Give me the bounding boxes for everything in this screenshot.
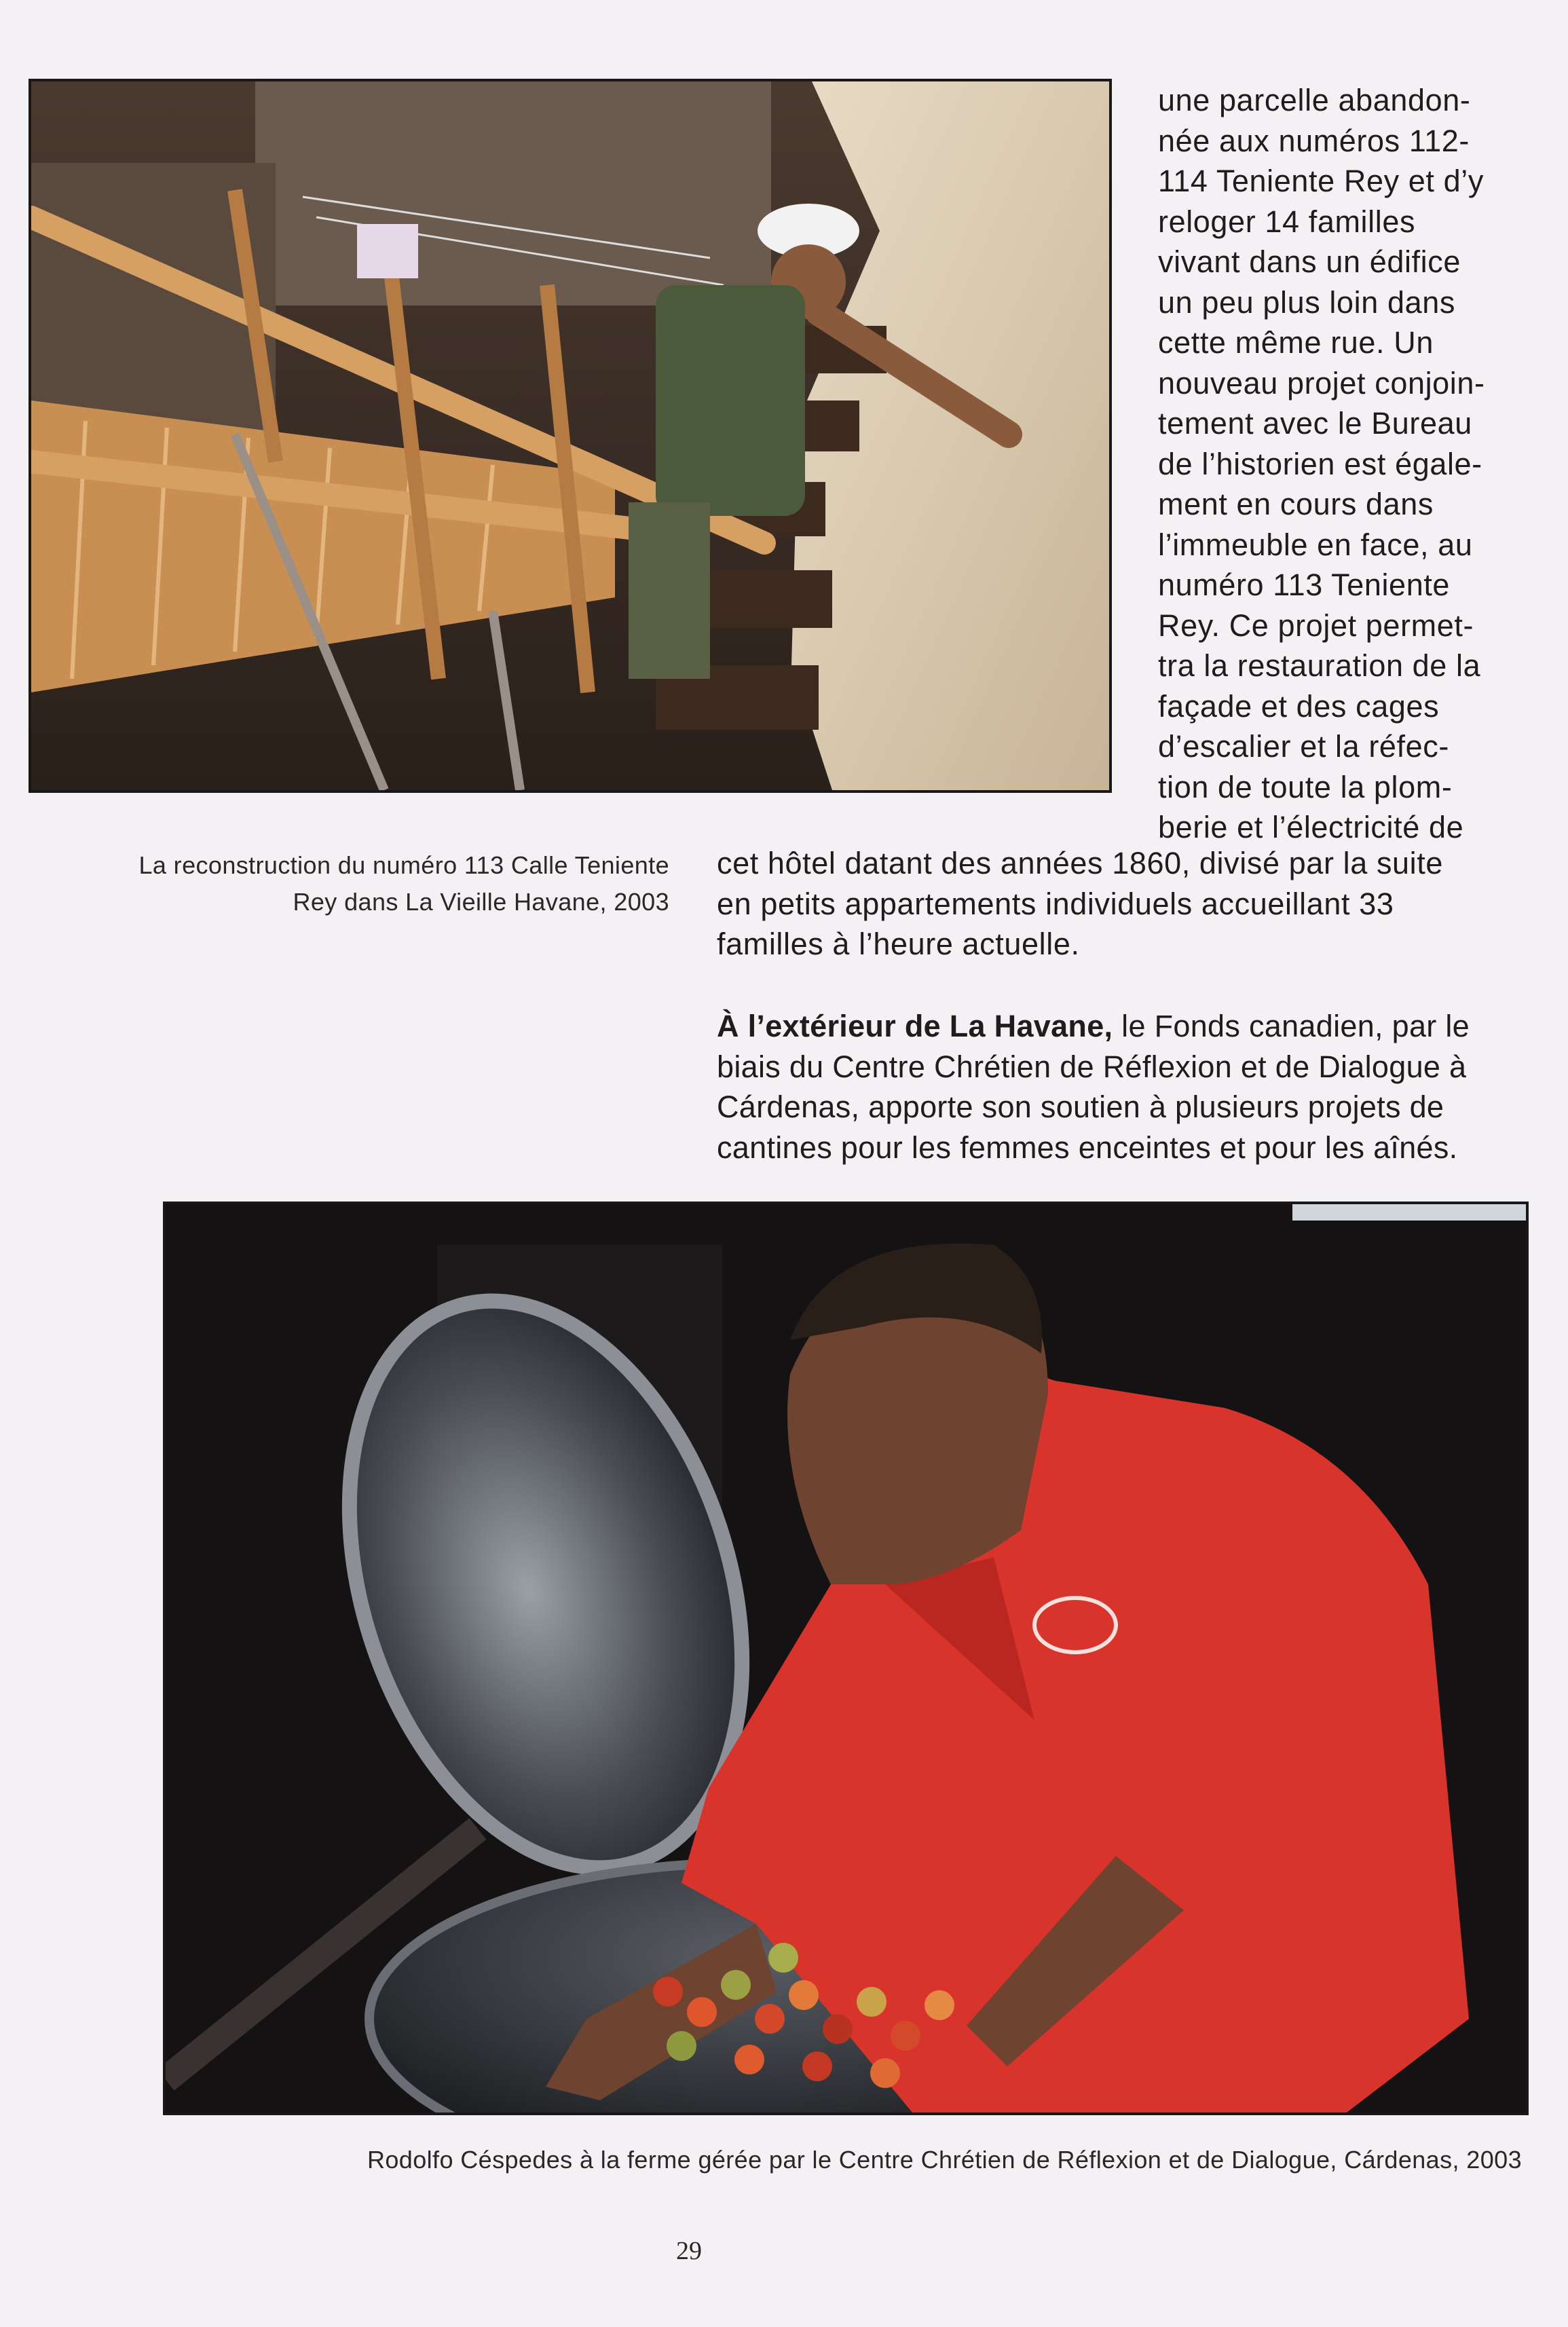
text-line: tra la restauration de la <box>1158 648 1481 683</box>
page-number: 29 <box>676 2237 702 2265</box>
text-line: Cárdenas, apporte son soutien à plusieurs projets de <box>717 1090 1444 1124</box>
text-line: tion de toute la plom- <box>1158 769 1453 804</box>
text-line: numéro 113 Teniente <box>1158 567 1451 602</box>
text-line: de l’historien est égale- <box>1158 446 1482 481</box>
text-run: le Fonds canadien, par le <box>1113 1009 1470 1043</box>
caption-line: La reconstruction du numéro 113 Calle Teniente <box>138 851 669 879</box>
text-line: Rey. Ce projet permet- <box>1158 608 1474 643</box>
text-line: berie et l’électricité de <box>1158 810 1464 844</box>
text-line: née aux numéros 112- <box>1158 123 1470 158</box>
photo-man-washing-tomatoes <box>163 1202 1529 2115</box>
text-line: nouveau projet conjoin- <box>1158 365 1485 401</box>
text-line <box>717 1006 1470 1047</box>
body-paragraph-outside-havana <box>717 1006 1470 1168</box>
text-line: cette même rue. Un <box>1158 325 1434 360</box>
photo-caption-staircase <box>138 847 669 920</box>
text-line: tement avec le Bureau <box>1158 406 1472 441</box>
text-line: cet hôtel datant des années 1860, divisé par la suite <box>717 846 1444 880</box>
photo-staircase-reconstruction <box>29 79 1112 793</box>
kitchen-illustration <box>166 1204 1526 2112</box>
text-line: cantines pour les femmes enceintes et pour les aînés. <box>717 1130 1458 1165</box>
text-line: d’escalier et la réfec- <box>1158 729 1449 764</box>
text-line: familles à l’heure actuelle. <box>717 927 1080 961</box>
paragraph-lead-bold: À l’extérieur de La Havane, <box>717 1009 1113 1043</box>
text-line: reloger 14 familles <box>1158 204 1416 239</box>
text-line: 114 Teniente Rey et d’y <box>1158 164 1484 198</box>
staircase-illustration <box>31 81 1109 790</box>
caption-line: Rey dans La Vieille Havane, 2003 <box>293 888 669 916</box>
body-text-continuation <box>717 843 1443 965</box>
text-line: l’immeuble en face, au <box>1158 527 1473 562</box>
text-line: façade et des cages <box>1158 688 1440 724</box>
photo-caption-cardenas: Rodolfo Céspedes à la ferme gérée par le Centre Chrétien de Réflexion et de Dialogue, Cárdenas, 2003 <box>367 2146 1522 2174</box>
text-line: une parcelle abandon- <box>1158 83 1471 117</box>
text-line: vivant dans un édifice <box>1158 244 1461 279</box>
text-line: en petits appartements individuels accueillant 33 <box>717 886 1394 921</box>
text-line: biais du Centre Chrétien de Réflexion et de Dialogue à <box>717 1049 1467 1084</box>
text-line: ment en cours dans <box>1158 487 1434 521</box>
text-line: un peu plus loin dans <box>1158 284 1455 320</box>
body-text-column-right <box>1158 80 1485 848</box>
